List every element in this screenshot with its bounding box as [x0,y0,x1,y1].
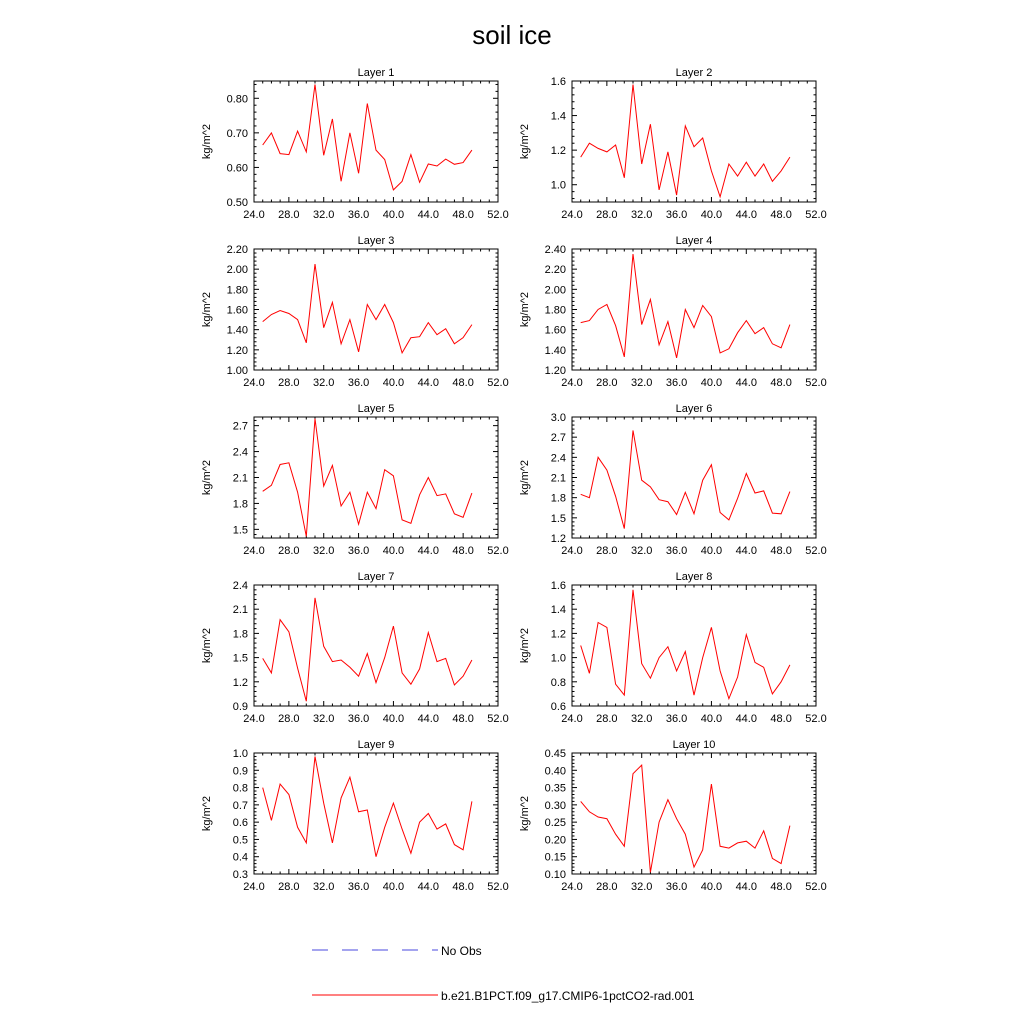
x-tick-label: 48.0 [452,209,474,221]
x-tick-label: 40.0 [700,713,723,725]
y-tick-label: 0.6 [232,817,248,830]
x-tick-label: 44.0 [417,713,439,725]
x-tick-label: 28.0 [596,713,618,725]
x-tick-label: 36.0 [347,377,370,389]
plot-frame [572,417,816,538]
y-tick-label: 1.20 [544,365,566,377]
y-tick-label: 1.0 [550,179,566,192]
x-tick-label: 36.0 [665,377,688,389]
x-tick-label: 52.0 [805,881,827,893]
y-tick-label: 1.8 [232,628,248,641]
legend-label-model: b.e21.B1PCT.f09_g17.CMIP6-1pctCO2-rad.001 [441,989,695,1003]
y-tick-label: 2.4 [232,580,248,592]
x-tick-label: 36.0 [347,209,370,221]
x-tick-label: 52.0 [805,377,827,389]
x-tick-label: 52.0 [487,545,509,557]
y-tick-label: 1.2 [232,676,248,689]
x-tick-label: 52.0 [805,209,827,221]
x-tick-label: 28.0 [596,881,618,893]
y-axis-label: kg/m^2 [201,291,213,328]
x-tick-label: 40.0 [700,545,723,557]
series-line [263,264,472,353]
x-tick-label: 28.0 [596,209,618,221]
x-tick-label: 52.0 [487,881,509,893]
panel-title: Layer 6 [675,403,713,415]
x-tick-label: 36.0 [665,881,688,893]
panel-title: Layer 5 [357,403,395,415]
chart-panel-7 [201,571,509,725]
x-tick-label: 48.0 [452,713,474,725]
y-tick-label: 2.4 [550,452,566,465]
y-axis-label: kg/m^2 [519,795,531,832]
y-tick-label: 0.80 [226,93,248,106]
x-tick-label: 32.0 [313,545,335,557]
y-tick-label: 0.15 [544,851,566,864]
y-tick-label: 0.70 [226,127,248,140]
x-tick-label: 52.0 [805,713,827,725]
plot-frame [572,753,816,874]
y-tick-label: 0.8 [232,782,248,795]
y-tick-label: 1.4 [550,110,566,123]
chart-panel-2 [519,67,827,221]
y-tick-label: 2.40 [544,244,566,256]
y-tick-label: 0.3 [232,869,248,881]
y-tick-label: 0.10 [544,869,566,881]
x-tick-label: 48.0 [452,881,474,893]
y-tick-label: 0.9 [232,701,248,713]
plot-frame [254,417,498,538]
x-tick-label: 24.0 [561,209,583,221]
y-tick-label: 2.00 [226,264,248,277]
legend [312,944,695,1003]
panel-title: Layer 9 [357,739,395,751]
x-tick-label: 32.0 [313,209,335,221]
plot-frame [254,585,498,706]
x-tick-label: 32.0 [631,545,653,557]
x-tick-label: 24.0 [243,209,265,221]
series-line [581,254,790,358]
y-tick-label: 0.20 [544,834,566,847]
x-tick-label: 28.0 [596,545,618,557]
x-tick-label: 24.0 [243,377,265,389]
y-tick-label: 1.60 [226,304,248,317]
x-tick-label: 44.0 [735,881,757,893]
x-tick-label: 48.0 [770,881,792,893]
x-tick-label: 40.0 [382,545,405,557]
chart-panel-3 [201,235,509,389]
figure-title: soil ice [472,20,552,50]
x-tick-label: 52.0 [487,377,509,389]
y-tick-label: 1.2 [550,533,566,545]
chart-panel-5 [201,403,509,557]
x-tick-label: 28.0 [278,713,300,725]
y-tick-label: 1.6 [550,76,566,88]
y-tick-label: 1.2 [550,145,566,158]
x-tick-label: 32.0 [313,881,335,893]
x-tick-label: 48.0 [770,713,792,725]
x-tick-label: 44.0 [735,545,757,557]
y-tick-label: 1.8 [232,498,248,511]
x-tick-label: 24.0 [561,881,583,893]
series-line [581,430,790,528]
x-tick-label: 36.0 [665,545,688,557]
y-tick-label: 1.0 [232,748,248,760]
x-tick-label: 32.0 [631,209,653,221]
x-tick-label: 48.0 [770,377,792,389]
plot-frame [572,81,816,202]
panel-title: Layer 2 [675,67,713,79]
chart-panel-10 [519,739,827,893]
y-tick-label: 1.5 [232,652,248,665]
y-axis-label: kg/m^2 [519,291,531,328]
x-tick-label: 24.0 [243,545,265,557]
y-tick-label: 0.4 [232,851,248,864]
panel-title: Layer 3 [357,235,395,247]
panel-title: Layer 7 [357,571,395,583]
x-tick-label: 36.0 [347,881,370,893]
x-tick-label: 28.0 [596,377,618,389]
y-tick-label: 1.80 [544,304,566,317]
series-line [263,757,472,857]
y-tick-label: 0.7 [232,799,248,812]
plot-frame [254,249,498,370]
legend-label-no-obs: No Obs [441,944,482,958]
y-tick-label: 1.6 [550,580,566,592]
series-line [581,590,790,699]
x-tick-label: 36.0 [347,545,370,557]
y-tick-label: 0.40 [544,765,566,778]
y-tick-label: 0.35 [544,782,566,795]
y-axis-label: kg/m^2 [201,123,213,160]
x-tick-label: 28.0 [278,377,300,389]
y-axis-label: kg/m^2 [519,123,531,160]
y-axis-label: kg/m^2 [201,795,213,832]
x-tick-label: 32.0 [631,377,653,389]
x-tick-label: 24.0 [243,713,265,725]
panels [201,67,827,893]
y-tick-label: 0.50 [226,197,248,209]
series-line [581,85,790,197]
x-tick-label: 40.0 [382,713,405,725]
series-line [581,765,790,872]
y-tick-label: 1.4 [550,604,566,617]
panel-title: Layer 4 [675,235,713,247]
chart-panel-1 [201,67,509,221]
y-tick-label: 2.20 [544,264,566,277]
series-line [263,419,472,537]
y-axis-label: kg/m^2 [519,627,531,664]
plot-frame [572,585,816,706]
y-tick-label: 0.45 [544,748,566,760]
plot-frame [254,81,498,202]
y-tick-label: 2.20 [226,244,248,256]
x-tick-label: 40.0 [700,209,723,221]
y-tick-label: 1.20 [226,344,248,357]
x-tick-label: 44.0 [417,545,439,557]
chart-panel-8 [519,571,827,725]
x-tick-label: 44.0 [735,713,757,725]
y-tick-label: 1.60 [544,324,566,337]
x-tick-label: 24.0 [561,545,583,557]
x-tick-label: 40.0 [382,881,405,893]
y-tick-label: 1.0 [550,652,566,665]
x-tick-label: 48.0 [452,377,474,389]
y-tick-label: 0.8 [550,676,566,689]
y-tick-label: 2.7 [550,432,566,445]
series-line [263,85,472,190]
x-tick-label: 44.0 [417,881,439,893]
y-tick-label: 2.00 [544,284,566,297]
x-tick-label: 48.0 [770,545,792,557]
chart-panel-4 [519,235,827,389]
y-tick-label: 1.5 [550,512,566,525]
chart-panel-9 [201,739,509,893]
x-tick-label: 32.0 [631,881,653,893]
panel-title: Layer 1 [357,67,395,79]
y-tick-label: 1.2 [550,628,566,641]
series-line [263,598,472,701]
y-tick-label: 1.40 [544,344,566,357]
y-tick-label: 2.1 [232,604,248,617]
y-tick-label: 1.8 [550,492,566,505]
y-axis-label: kg/m^2 [201,459,213,496]
y-axis-label: kg/m^2 [519,459,531,496]
x-tick-label: 40.0 [382,377,405,389]
y-tick-label: 1.5 [232,524,248,537]
x-tick-label: 40.0 [700,881,723,893]
panel-title: Layer 8 [675,571,713,583]
chart-panel-6 [519,403,827,557]
y-axis-label: kg/m^2 [201,627,213,664]
x-tick-label: 24.0 [561,377,583,389]
panel-title: Layer 10 [672,739,716,751]
x-tick-label: 28.0 [278,881,300,893]
y-tick-label: 1.00 [226,365,248,377]
x-tick-label: 28.0 [278,209,300,221]
y-tick-label: 2.7 [232,420,248,433]
x-tick-label: 36.0 [347,713,370,725]
y-tick-label: 0.6 [550,701,566,713]
x-tick-label: 36.0 [665,713,688,725]
x-tick-label: 44.0 [735,377,757,389]
x-tick-label: 52.0 [487,713,509,725]
y-tick-label: 1.80 [226,284,248,297]
x-tick-label: 48.0 [452,545,474,557]
y-tick-label: 1.40 [226,324,248,337]
x-tick-label: 36.0 [665,209,688,221]
x-tick-label: 52.0 [487,209,509,221]
x-tick-label: 44.0 [417,377,439,389]
x-tick-label: 32.0 [631,713,653,725]
x-tick-label: 32.0 [313,713,335,725]
x-tick-label: 44.0 [735,209,757,221]
y-tick-label: 2.1 [232,472,248,485]
x-tick-label: 40.0 [700,377,723,389]
x-tick-label: 52.0 [805,545,827,557]
y-tick-label: 3.0 [550,412,566,424]
x-tick-label: 24.0 [561,713,583,725]
x-tick-label: 28.0 [278,545,300,557]
y-tick-label: 0.5 [232,834,248,847]
x-tick-label: 24.0 [243,881,265,893]
y-tick-label: 2.4 [232,446,248,459]
y-tick-label: 0.60 [226,162,248,175]
y-tick-label: 2.1 [550,472,566,485]
x-tick-label: 40.0 [382,209,405,221]
x-tick-label: 32.0 [313,377,335,389]
y-tick-label: 0.25 [544,817,566,830]
x-tick-label: 44.0 [417,209,439,221]
y-tick-label: 0.30 [544,799,566,812]
x-tick-label: 48.0 [770,209,792,221]
y-tick-label: 0.9 [232,765,248,778]
